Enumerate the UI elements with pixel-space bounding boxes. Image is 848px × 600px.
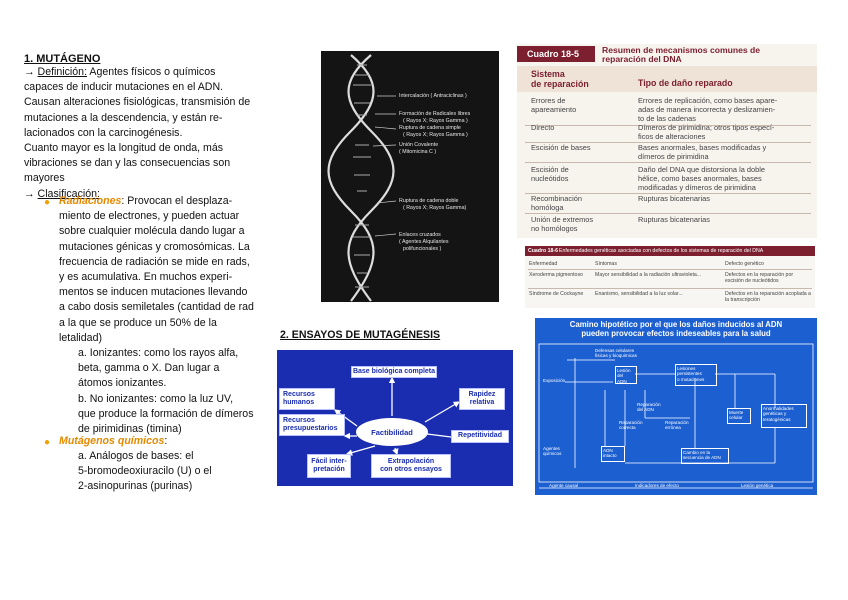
table-row [531, 96, 576, 114]
definicion-text: mayores [24, 172, 65, 185]
dna-label: Ruptura de cadena doble [399, 198, 459, 204]
dna-damage-figure [321, 51, 499, 302]
flow-text: teratogénicas [763, 416, 791, 422]
table-title-line: reparación del DNA [602, 54, 682, 64]
box-facil-interpretacion [307, 454, 351, 478]
flow-label-defensas [595, 348, 637, 359]
box-text: pretación [313, 466, 345, 473]
flow-text: Defensas celulares [595, 348, 635, 353]
flow-text: Muerte [729, 410, 744, 415]
dna-label: Intercalación ( Antraciclinas ) [399, 93, 467, 99]
flow-box-lesion [615, 366, 637, 384]
flow-box-anormalidades [761, 404, 807, 428]
flow-box-adn-intacto [601, 446, 625, 462]
flow-label-reparacion-correcta [619, 420, 643, 431]
table-cell: Errores de [531, 96, 566, 105]
flow-label-reparacion-adn [637, 402, 661, 413]
flow-text: ADN [603, 448, 613, 453]
box-rapidez [459, 388, 505, 410]
flow-box-cambio-secuencia [681, 448, 729, 464]
flow-text: celular [729, 415, 743, 421]
box-extrapolacion [371, 454, 451, 478]
table2-cell: Enanismo, sensibilidad a la luz solar... [595, 291, 683, 297]
definicion-label: Definición: [37, 66, 88, 78]
table-title-line: Resumen de mecanismos comunes de [602, 45, 761, 55]
genetic-diseases-table [525, 246, 815, 308]
flow-text: fisicas y bioquimicas [595, 353, 637, 359]
col-header-dano: Tipo de daño reparado [638, 78, 733, 88]
box-text: presupuestarios [283, 425, 338, 432]
flow-text: Lesiones [677, 366, 696, 371]
definicion-text: mutaciones a la descendencia, y están re- [24, 111, 223, 124]
flow-text: errónea [665, 425, 681, 431]
dna-helix-icon [321, 51, 499, 302]
dna-label: ( Rayos X; Rayos Gamma ) [403, 118, 468, 124]
radiaciones-text: mentos se inducen mutaciones llevando [59, 286, 248, 299]
definicion-text: Cuanto mayor es la longitud de onda, más [24, 142, 224, 155]
radiaciones-text: letalidad) [59, 331, 102, 344]
row-divider [525, 213, 811, 214]
definicion-text: vibraciones se dan y las consecuencias son [24, 157, 231, 170]
table-cell: adas de manera incorrecta y deslizamien- [638, 105, 776, 114]
table-row [531, 165, 569, 183]
radiaciones-text: mutaciones génicas y cromosómicas. La [59, 240, 250, 253]
table2-cell: Mayor sensibilidad a la radiación ultravioleta... [595, 272, 702, 278]
dna-label: Ruptura de cadena simple [399, 125, 461, 131]
table-row [638, 96, 813, 123]
table-cell: dímeros de pirimidina [638, 152, 709, 161]
quimicos-block [59, 434, 264, 449]
section-1-title-text: 1. MUTÁGENO [24, 53, 101, 65]
ionizantes-text: átomos ionizantes. [78, 377, 167, 390]
flow-text: genéticas y [763, 411, 787, 417]
table-cell: Recombinación [531, 194, 582, 203]
flow-box-lesiones-persistentes [675, 364, 717, 386]
table-cell: Rupturas bicatenarias [638, 194, 710, 203]
flow-text: Anormalidades [763, 406, 794, 411]
table2-header: Síntomas [595, 261, 617, 267]
table-cell: Escisión de [531, 165, 569, 174]
flow-text: intacto [603, 453, 617, 459]
radiaciones-text: sobre cualquier molécula dando lugar a [59, 225, 245, 238]
flow-title-line: pueden provocar efectos indeseables para la salud [581, 329, 771, 338]
table-cell: homóloga [531, 203, 564, 212]
table-row [638, 123, 813, 141]
row-divider [528, 288, 812, 289]
definicion-text: Agentes físicos o químicos [89, 66, 216, 78]
box-base-biologica: Base biológica completa [351, 366, 437, 378]
quimicos-list [78, 449, 278, 495]
table-cell: hélice, como bases anormales, bases [638, 174, 762, 183]
quimicos-colon: : [164, 435, 168, 447]
ionizantes-block [78, 346, 278, 437]
table-cell: Rupturas bicatenarias [638, 215, 710, 224]
flow-text: Reparación [619, 420, 643, 425]
repair-mechanisms-table [517, 44, 817, 238]
table2-number: Cuadro 18-6 [528, 248, 558, 254]
table-row [638, 165, 813, 192]
table-cell: no homólogos [531, 224, 578, 233]
ionizantes-text: b. No ionizantes: como la luz UV, [78, 392, 234, 405]
table2-cell: Xeroderma pigmentoso [529, 272, 583, 278]
ionizantes-text: a. Ionizantes: como los rayos alfa, [78, 347, 239, 359]
table-cell: ficos de alteraciones [638, 132, 706, 141]
section-2-title [280, 329, 440, 341]
table-cell: Escisión de bases [531, 143, 591, 152]
table-cell: to de las cadenas [638, 114, 696, 123]
bullet-icon: ● [44, 197, 51, 208]
flow-text: Cambio en la [683, 450, 711, 455]
box-text: Recursos [283, 416, 315, 424]
table-cell: Daño del DNA que distorsiona la doble [638, 165, 765, 174]
flow-box-muerte [727, 408, 751, 424]
table-cell: nucleótidos [531, 174, 569, 183]
table2-title: Enfermedades genéticas asociadas con defectos de los sistemas de reparación del DNA [559, 248, 764, 254]
quimicos-text: 5-bromodeoxiuracilo (U) o el [78, 465, 212, 478]
flow-text: Reparación [637, 402, 661, 407]
table-cell: Directo [531, 123, 555, 132]
table-row [638, 143, 813, 161]
table-row [531, 143, 591, 152]
table-cell: modificadas y dímeros de pirimidina [638, 183, 756, 192]
radiaciones-text: frecuencia de radiación se mide en rads, [59, 255, 250, 268]
ionizantes-text: que produce la formación de dímeros [78, 407, 254, 420]
definicion-text: capaces de inducir mutaciones en el ADN. [24, 81, 224, 94]
definicion-text: lacionados con la carcinogénesis. [24, 126, 183, 139]
table-row [638, 194, 813, 203]
flow-text: ADN [617, 378, 627, 384]
clasificacion-label: Clasificación: [37, 187, 100, 200]
flow-text: Lesión del [617, 368, 631, 379]
table-cell: Dímeros de pirimidina; otros tipos especí- [638, 123, 775, 132]
table2-cell: Síndrome de Cockayne [529, 291, 584, 297]
definicion-block [24, 65, 274, 202]
section-2-title-text: 2. ENSAYOS DE MUTAGÉNESIS [280, 329, 441, 341]
dna-label: ( Agentes Alquilantes [399, 239, 449, 245]
radiaciones-text: : Provocan el desplaza- [121, 195, 233, 207]
box-text: relativa [469, 399, 495, 406]
flow-label-agentes [543, 446, 561, 457]
flow-text: Agentes [543, 446, 560, 451]
quimicos-label: Mutágenos químicos [59, 435, 165, 447]
flow-text: persistentes [677, 371, 702, 377]
table2-header: Defecto genético [725, 261, 764, 267]
box-repetitividad: Repetitividad [451, 430, 509, 443]
radiaciones-text: a cabo dosis semiletales (cantidad de rad [59, 301, 254, 314]
table-header-bar [517, 44, 817, 64]
table-title [602, 46, 812, 64]
table2-header: Enfermedad [529, 261, 558, 267]
table-number: Cuadro 18-5 [517, 46, 595, 62]
table-row [638, 215, 813, 224]
table-cell: Unión de extremos [531, 215, 594, 224]
col-header-line: de reparación [531, 78, 589, 89]
table-column-headers [517, 66, 817, 92]
table-cell: Errores de replicación, como bases apare- [638, 96, 778, 105]
box-text: Extrapolación [387, 457, 435, 465]
flow-text: químicos [543, 451, 562, 457]
col-header-sistema [531, 70, 589, 89]
radiaciones-block [59, 194, 264, 346]
flow-text: o mutaciones [677, 376, 705, 382]
definicion-line-0 [24, 65, 274, 80]
flow-label-reparacion-erronea [665, 420, 689, 431]
table-cell: apareamiento [531, 105, 577, 114]
flow-title-line: Camino hipotético por el que los daños inducidos al ADN [569, 320, 783, 329]
radiaciones-label: Radiaciones [59, 195, 122, 207]
radiaciones-text: y es acumulativa. En muchos experi- [59, 271, 233, 284]
col-header-line: Sistema [531, 69, 565, 79]
box-text: humanos [283, 399, 315, 406]
arrow-icon: → [24, 187, 35, 200]
quimicos-text: a. Análogos de bases: el [78, 450, 194, 462]
ellipse-factibilidad: Factibilidad [356, 418, 428, 446]
arrow-icon: → [24, 66, 35, 78]
dna-label: Unión Covalente [399, 142, 439, 148]
box-text: Fácil inter- [311, 457, 347, 465]
quimicos-text: 2-asinopurinas (purinas) [78, 480, 193, 493]
dna-label: ( Rayos X; Rayos Gamma) [403, 205, 467, 211]
box-text: Recursos [283, 390, 315, 398]
flow-text: Reparación [665, 420, 689, 425]
dna-label: Enlaces cruzados [399, 232, 441, 238]
ionizantes-text: beta, gamma o X. Dan lugar a [78, 362, 220, 375]
table-row [531, 194, 582, 212]
dna-label: ( Mitomicina C ) [399, 149, 437, 155]
ionizantes-text: de pirimidinas (timina) [78, 423, 182, 436]
flow-text: correcta [619, 425, 636, 431]
box-recursos-presupuestarios [279, 414, 345, 436]
flow-label-indicadores: Indicadores de efecto [635, 483, 679, 488]
row-divider [525, 162, 811, 163]
table-row [531, 215, 593, 233]
flow-label-exposicion: Exposición [543, 378, 566, 383]
bullet-icon: ● [44, 437, 51, 448]
flow-text: secuencia de ADN [683, 455, 721, 461]
radiaciones-text: miento de electrones, y pueden actuar [59, 210, 240, 223]
feasibility-diagram [277, 350, 513, 486]
box-text: con otros ensayos [380, 466, 442, 473]
definicion-text: Causan alteraciones fisiológicas, transmisión de [24, 96, 251, 109]
table2-cell: Defectos en la reparación acoplada a la transcripción [725, 291, 811, 303]
row-divider [528, 269, 812, 270]
radiaciones-text: a la que se produce un 50% de la [59, 316, 217, 329]
box-text: Rapidez [468, 390, 496, 398]
box-recursos-humanos [279, 388, 335, 410]
dna-label: Formación de Radicales libres [399, 111, 471, 117]
dna-damage-pathway-figure [535, 318, 817, 495]
dna-label: polifuncionales ) [403, 246, 442, 252]
dna-label: ( Rayos X; Rayos Gamma ) [403, 132, 468, 138]
table-cell: Bases anormales, bases modificadas y [638, 143, 767, 152]
flow-label-agente-causal: Agente causal [549, 483, 579, 488]
flow-text: del ADN [637, 407, 654, 413]
flow-label-lesion-genetica: Lesión genética [741, 483, 774, 488]
table-row [531, 123, 554, 132]
table2-cell: Defectos en la reparación por escisión de nucleótidos [725, 272, 794, 284]
